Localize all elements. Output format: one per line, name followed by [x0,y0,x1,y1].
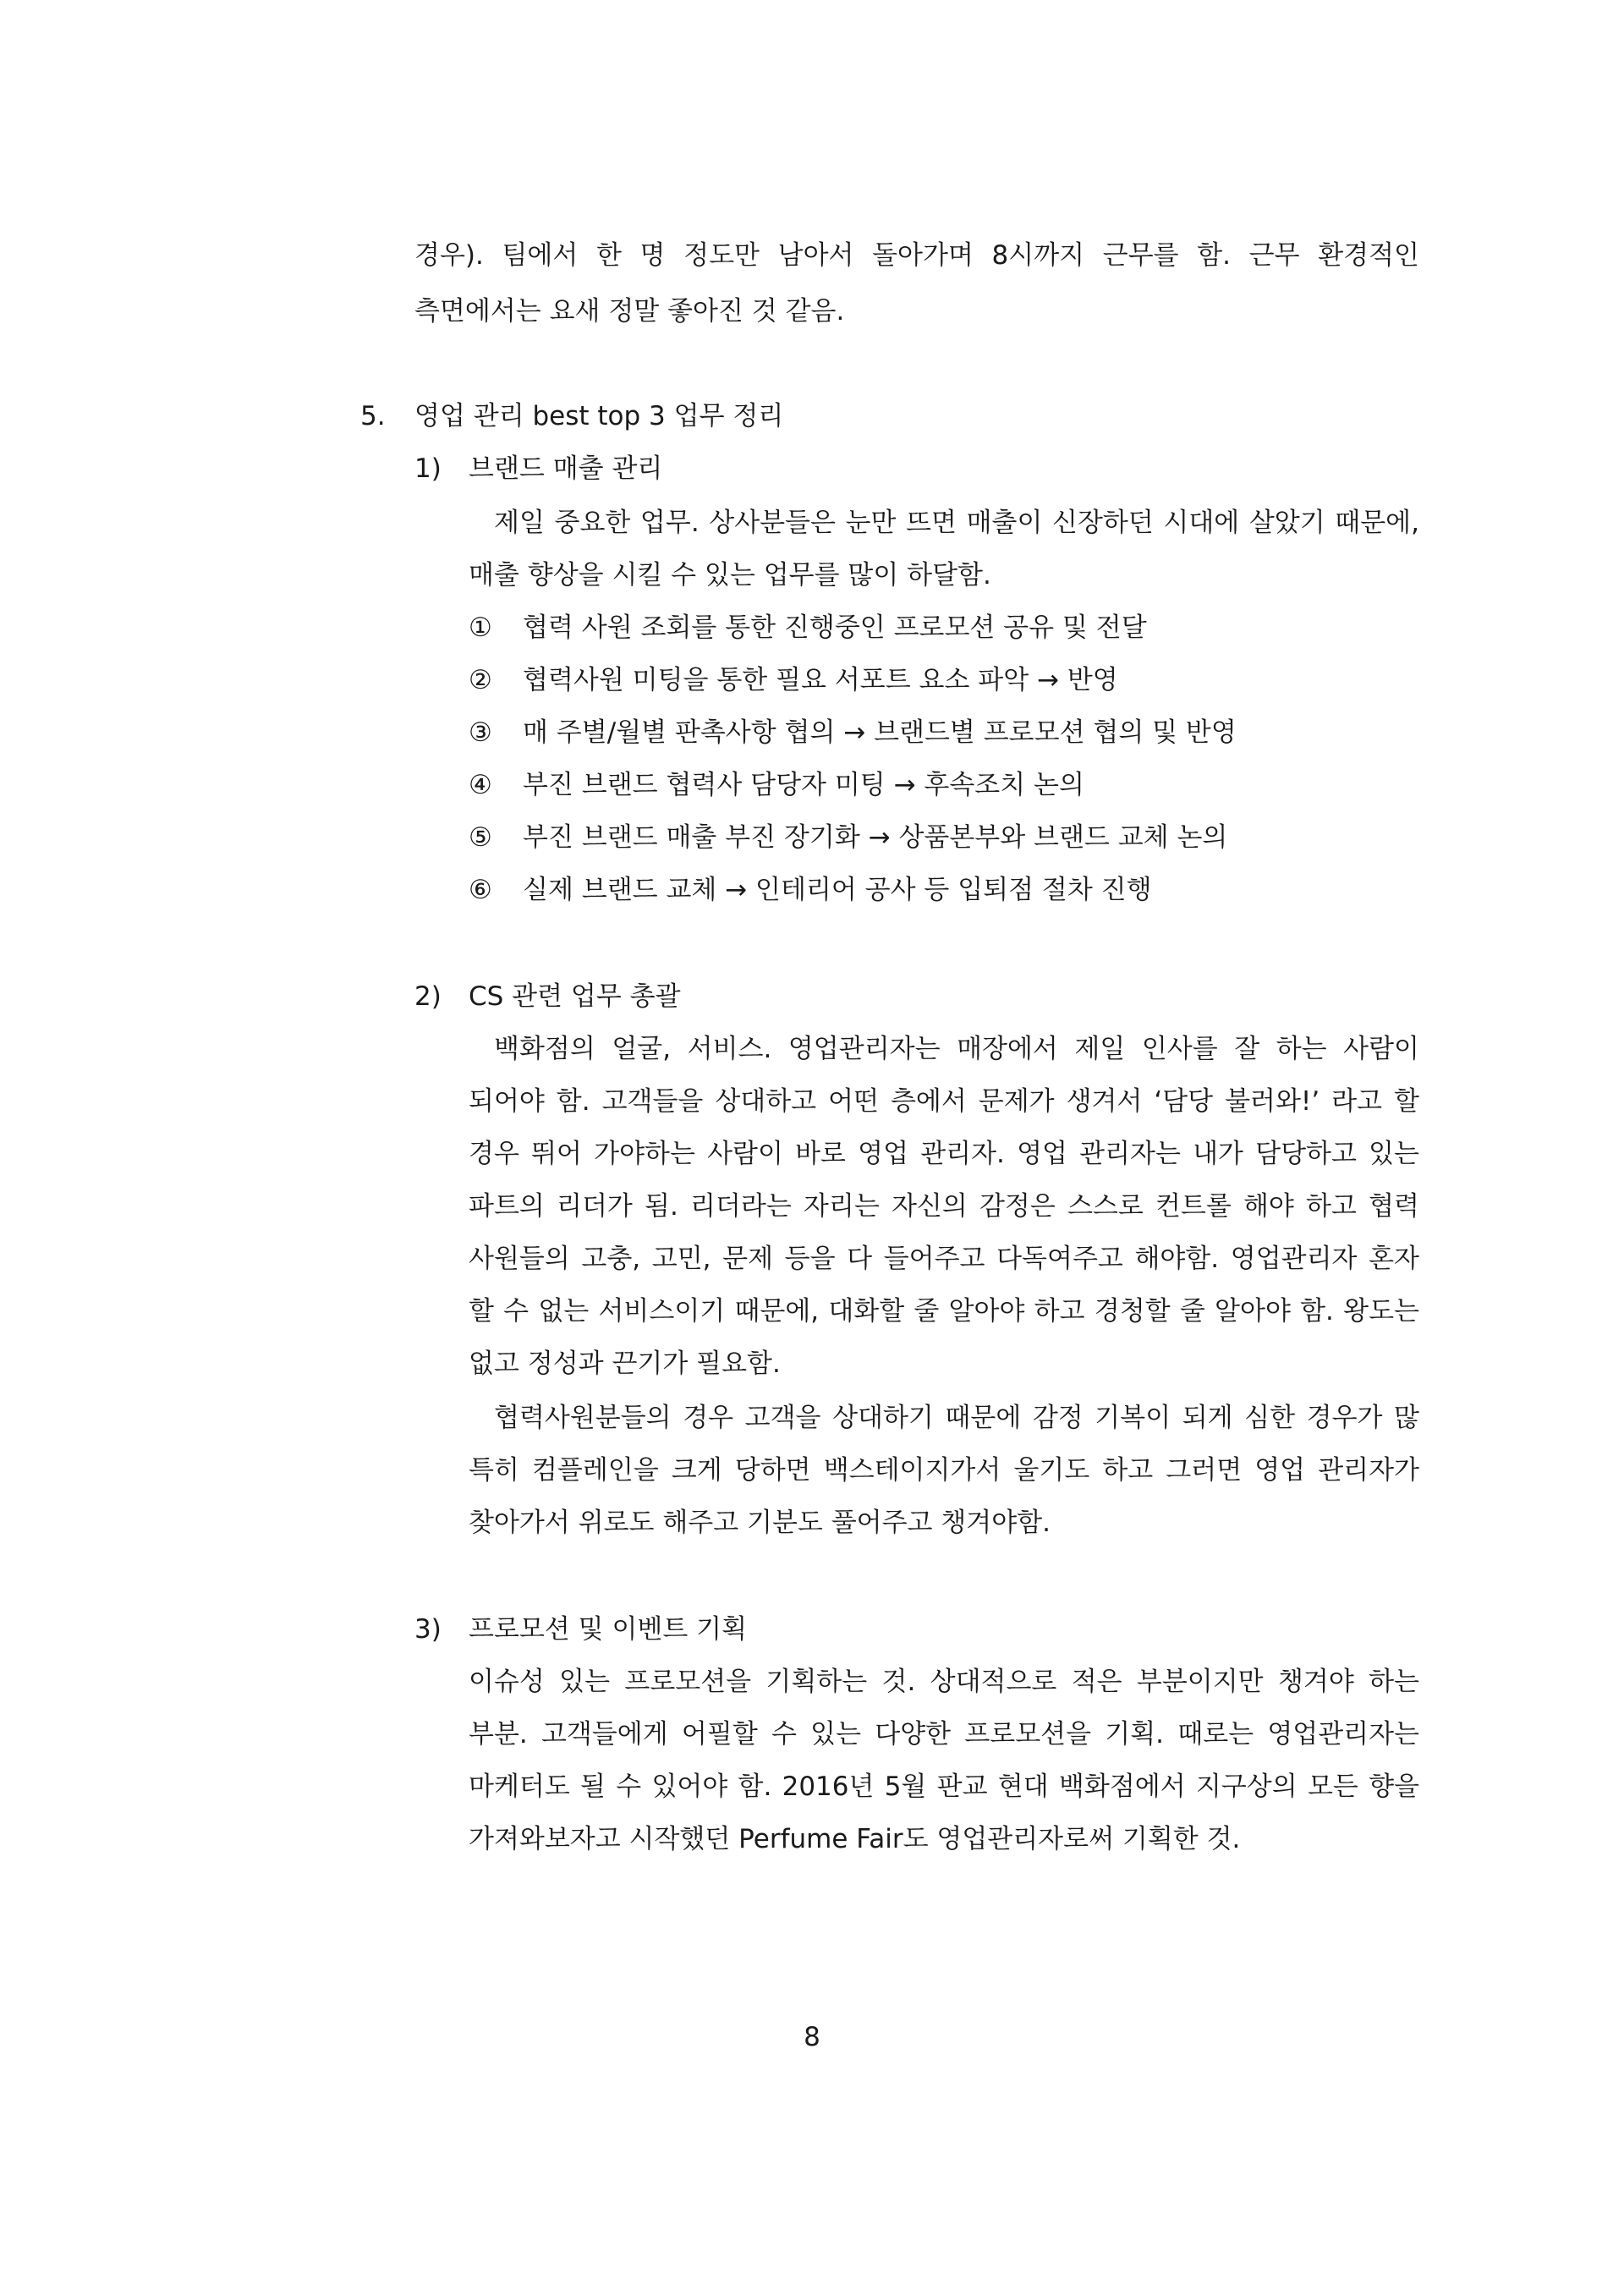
list-marker: ⑤ [469,822,492,853]
intro-line: 측면에서는 요새 정말 좋아진 것 같음. [414,296,845,327]
section-number: 5. [360,401,386,431]
section-title: 영업 관리 best top 3 업무 정리 [414,401,784,431]
list-marker: ⑥ [469,875,492,905]
paragraph-line: 특히 컴플레인을 크게 당하면 백스테이지가서 울기도 하고 그러면 영업 관리자가 [469,1455,1419,1486]
paragraph-line: 매출 향상을 시킬 수 있는 업무를 많이 하달함. [469,560,991,590]
paragraph-line: 부분. 고객들에게 어필할 수 있는 다양한 프로모션을 기획. 때로는 영업관리자는 [469,1719,1419,1749]
list-marker: ④ [469,770,492,800]
paragraph-line: 경우 뛰어 가야하는 사람이 바로 영업 관리자. 영업 관리자는 내가 담당하고 있는 [469,1139,1419,1169]
paragraph-line: 협력사원분들의 경우 고객을 상대하기 때문에 감정 기복이 되게 심한 경우가 많 [494,1403,1419,1433]
paragraph-line: 마케터도 될 수 있어야 함. 2016년 5월 판교 현대 백화점에서 지구상의 모든 향을 [469,1771,1419,1802]
intro-line: 경우). 팀에서 한 명 정도만 남아서 돌아가며 8시까지 근무를 함. 근무 환경적인 [414,240,1419,271]
subsection-title: CS 관련 업무 총괄 [469,981,681,1012]
page-number: 8 [804,2022,820,2052]
list-item: 협력사원 미팅을 통한 필요 서포트 요소 파악 → 반영 [523,665,1118,695]
list-item: 협력 사원 조회를 통한 진행중인 프로모션 공유 및 전달 [523,612,1147,643]
subsection-number: 1) [414,453,442,484]
subsection-number: 3) [414,1614,442,1645]
list-item: 실제 브랜드 교체 → 인테리어 공사 등 입퇴점 절차 진행 [523,875,1152,905]
paragraph-line: 찾아가서 위로도 해주고 기분도 풀어주고 챙겨야함. [469,1508,1051,1538]
paragraph-line: 이슈성 있는 프로모션을 기획하는 것. 상대적으로 적은 부분이지만 챙겨야 하는 [469,1667,1419,1697]
paragraph-line: 가져와보자고 시작했던 Perfume Fair도 영업관리자로써 기획한 것. [469,1824,1241,1854]
paragraph-line: 되어야 함. 고객들을 상대하고 어떤 층에서 문제가 생겨서 ‘담당 불러와!’ 라고 할 [469,1086,1419,1117]
list-item: 부진 브랜드 매출 부진 장기화 → 상품본부와 브랜드 교체 논의 [523,822,1228,853]
paragraph-line: 제일 중요한 업무. 상사분들은 눈만 뜨면 매출이 신장하던 시대에 살았기 때문에, [494,508,1419,538]
list-marker: ② [469,665,492,695]
paragraph-line: 없고 정성과 끈기가 필요함. [469,1348,781,1379]
list-item: 매 주별/월별 판촉사항 협의 → 브랜드별 프로모션 협의 및 반영 [523,717,1237,748]
paragraph-line: 사원들의 고충, 고민, 문제 등을 다 들어주고 다독여주고 해야함. 영업관리자 혼자 [469,1244,1419,1274]
paragraph-line: 백화점의 얼굴, 서비스. 영업관리자는 매장에서 제일 인사를 잘 하는 사람이 [494,1034,1419,1064]
subsection-title: 브랜드 매출 관리 [469,453,663,484]
subsection-title: 프로모션 및 이벤트 기획 [469,1614,748,1645]
list-marker: ③ [469,717,492,748]
list-item: 부진 브랜드 협력사 담당자 미팅 → 후속조치 논의 [523,770,1084,800]
list-marker: ① [469,612,492,643]
subsection-number: 2) [414,981,442,1012]
paragraph-line: 할 수 없는 서비스이기 때문에, 대화할 줄 알아야 하고 경청할 줄 알아야 함. 왕도는 [469,1296,1419,1327]
paragraph-line: 파트의 리더가 됨. 리더라는 자리는 자신의 감정은 스스로 컨트롤 해야 하고 협력 [469,1191,1419,1222]
